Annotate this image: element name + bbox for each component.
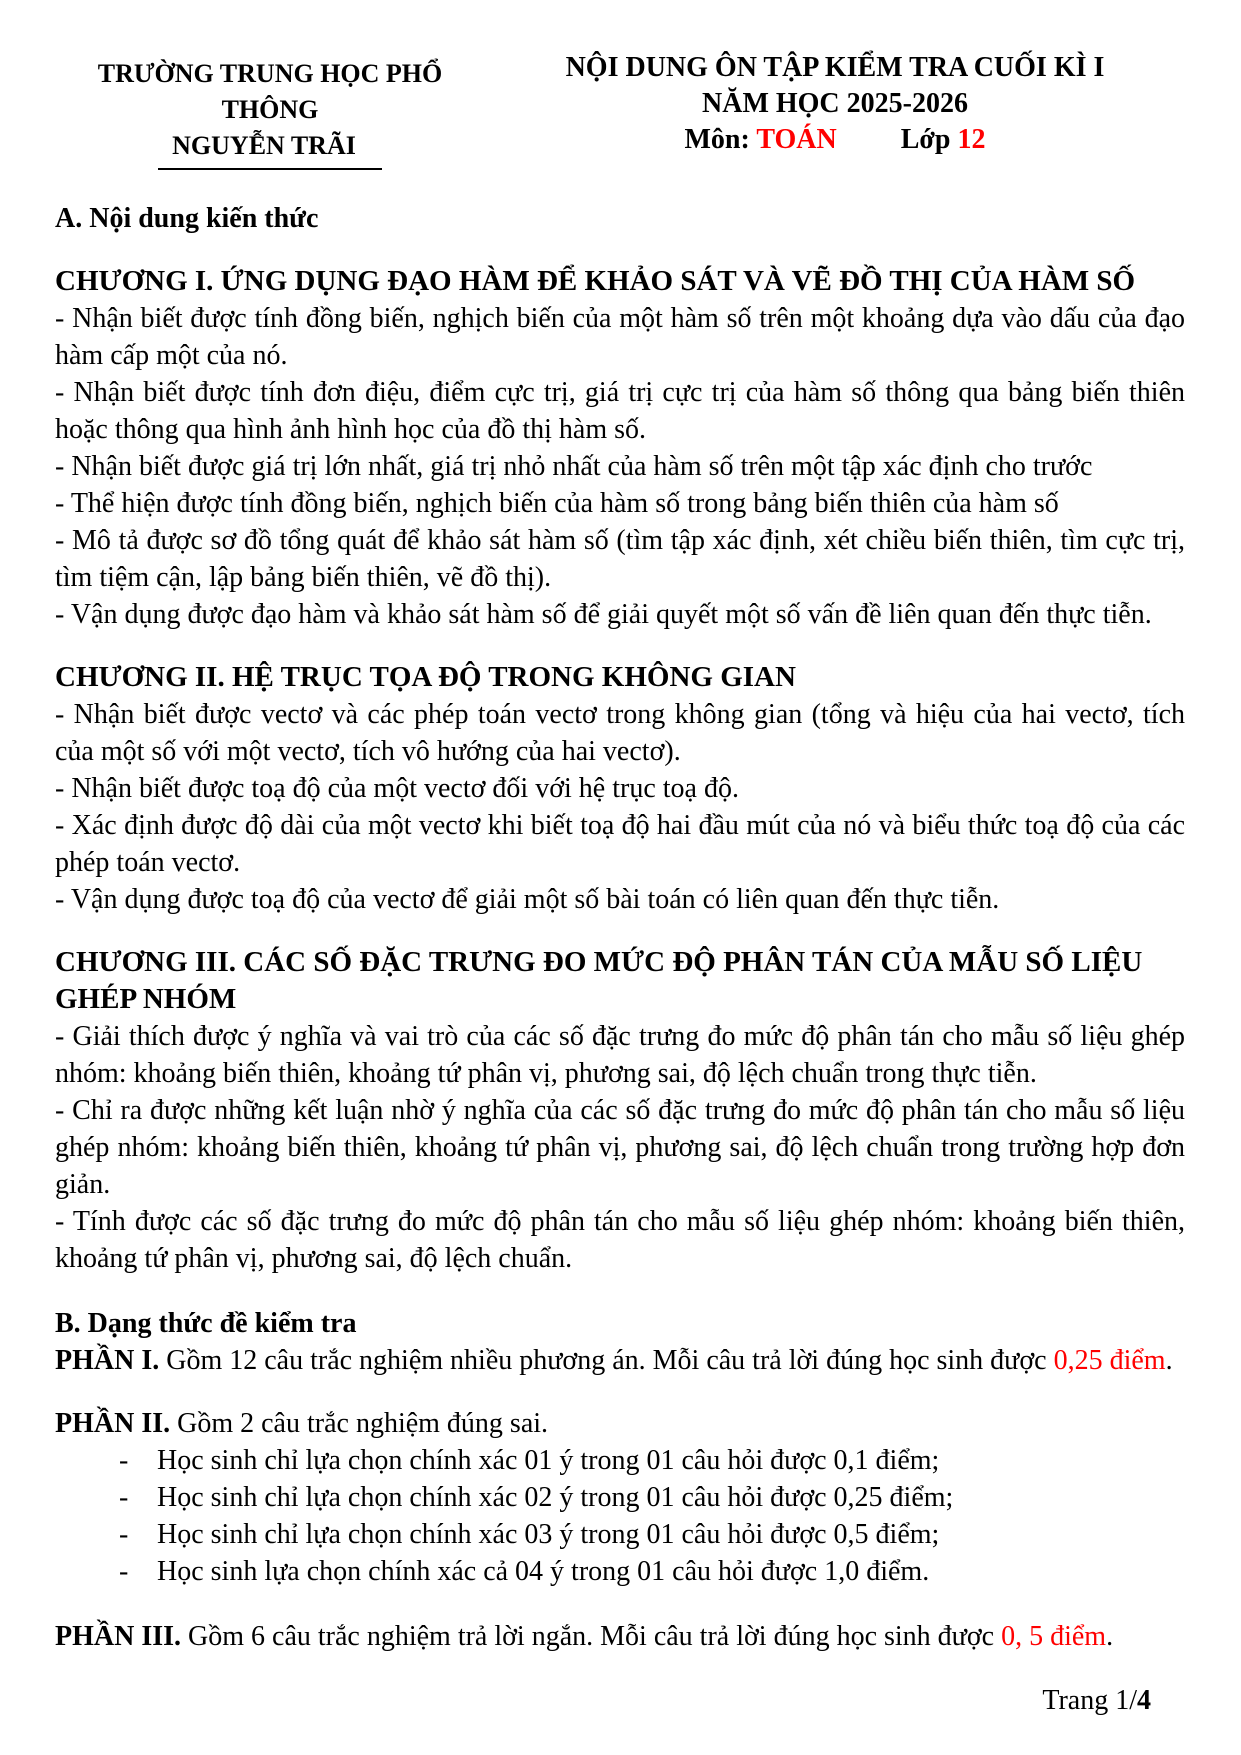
- list-dash-marker: -: [119, 1482, 129, 1513]
- exam-title-line1: NỘI DUNG ÔN TẬP KIỂM TRA CUỐI KÌ I: [565, 52, 1105, 83]
- part-2-list-item: [119, 1553, 1185, 1590]
- part-1-suffix: .: [1165, 1345, 1173, 1376]
- list-dash-marker: -: [119, 1519, 129, 1550]
- part-3-highlight: 0, 5 điểm: [1001, 1621, 1107, 1652]
- chapter-1-title: CHƯƠNG I. ỨNG DỤNG ĐẠO HÀM ĐỂ KHẢO SÁT VÀ VẼ ĐỒ THỊ CỦA HÀM SỐ: [55, 265, 1136, 297]
- part-1-label: PHẦN I.: [55, 1345, 160, 1376]
- exam-title-line2: NĂM HỌC 2025-2026: [702, 88, 968, 119]
- part-2-list-item: [119, 1516, 1185, 1553]
- chapter-2-point: - Xác định được độ dài của một vectơ khi biết toạ độ hai đầu mút của nó và biểu thức toạ độ của các phép toán vectơ.: [55, 810, 1185, 878]
- chapter-1-point: - Mô tả được sơ đồ tổng quát để khảo sát hàm số (tìm tập xác định, xét chiều biến thiên, tìm cực trị, tìm tiệm cận, lập bảng biến thiên, vẽ đồ thị).: [55, 525, 1185, 593]
- chapter-2-title: CHƯƠNG II. HỆ TRỤC TỌA ĐỘ TRONG KHÔNG GIAN: [55, 661, 796, 693]
- part-1-text: Gồm 12 câu trắc nghiệm nhiều phương án. Mỗi câu trả lời đúng học sinh được: [159, 1345, 1054, 1376]
- chapter-2-point: - Nhận biết được toạ độ của một vectơ đối với hệ trục toạ độ.: [55, 773, 739, 804]
- part-3-suffix: .: [1106, 1621, 1114, 1652]
- chapter-3-point: - Giải thích được ý nghĩa và vai trò của các số đặc trưng đo mức độ phân tán cho mẫu số liệu ghép nhóm: khoảng biến thiên, khoảng tứ phân vị, phương sai, độ lệch chuẩn trong thực tiễn.: [55, 1021, 1185, 1089]
- part-2-item-text: Học sinh lựa chọn chính xác cả 04 ý trong 01 câu hỏi được 1,0 điểm.: [157, 1556, 930, 1587]
- part-1-highlight: 0,25 điểm: [1053, 1345, 1166, 1376]
- chapter-1-point: - Vận dụng được đạo hàm và khảo sát hàm số để giải quyết một số vấn đề liên quan đến thực tiễn.: [55, 599, 1152, 630]
- section-a-heading: A. Nội dung kiến thức: [55, 203, 319, 234]
- school-block: [55, 50, 485, 170]
- chapter-1-point: - Nhận biết được giá trị lớn nhất, giá trị nhỏ nhất của hàm số trên một tập xác định cho trước: [55, 451, 1093, 482]
- part-2-paragraph: [55, 1405, 1185, 1442]
- part-2-item-text: Học sinh chỉ lựa chọn chính xác 02 ý trong 01 câu hỏi được 0,25 điểm;: [157, 1482, 954, 1513]
- page-number-total: 4: [1137, 1685, 1151, 1716]
- class-value: 12: [957, 124, 986, 155]
- class-label: Lớp: [900, 124, 951, 155]
- school-name-underlined: NGUYỄN TRÃI: [158, 128, 382, 170]
- chapter-2-point: - Nhận biết được vectơ và các phép toán vectơ trong không gian (tổng và hiệu của hai vectơ, tích của một số với một vectơ, tích vô hướng của hai vectơ).: [55, 699, 1185, 767]
- subject-class-line: [485, 122, 1185, 158]
- part-1-paragraph: [55, 1342, 1185, 1379]
- part-2-text: Gồm 2 câu trắc nghiệm đúng sai.: [170, 1408, 549, 1439]
- list-dash-marker: -: [119, 1556, 129, 1587]
- part-2-list-item: [119, 1442, 1185, 1479]
- exam-title-block: [485, 50, 1185, 158]
- part-2-item-text: Học sinh chỉ lựa chọn chính xác 03 ý trong 01 câu hỏi được 0,5 điểm;: [157, 1519, 940, 1550]
- part-3-text: Gồm 6 câu trắc nghiệm trả lời ngắn. Mỗi câu trả lời đúng học sinh được: [181, 1621, 1002, 1652]
- school-name-line2: [55, 128, 485, 170]
- chapter-1-point: - Thể hiện được tính đồng biến, nghịch biến của hàm số trong bảng biến thiên của hàm số: [55, 488, 1059, 519]
- part-2-list-item: [119, 1479, 1185, 1516]
- chapter-1-point: - Nhận biết được tính đồng biến, nghịch biến của một hàm số trên một khoảng dựa vào dấu của đạo hàm cấp một của nó.: [55, 303, 1185, 371]
- document-header: [55, 50, 1185, 170]
- page-number: [1042, 1682, 1151, 1719]
- list-dash-marker: -: [119, 1445, 129, 1476]
- chapter-3-point: - Tính được các số đặc trưng đo mức độ phân tán cho mẫu số liệu ghép nhóm: khoảng biến thiên, khoảng tứ phân vị, phương sai, độ lệch chuẩn.: [55, 1206, 1185, 1274]
- part-3-paragraph: [55, 1618, 1185, 1655]
- part-2-item-text: Học sinh chỉ lựa chọn chính xác 01 ý trong 01 câu hỏi được 0,1 điểm;: [157, 1445, 940, 1476]
- part-2-label: PHẦN II.: [55, 1408, 171, 1439]
- school-name-line1: TRƯỜNG TRUNG HỌC PHỔ THÔNG: [97, 59, 443, 124]
- subject-label: Môn:: [684, 124, 750, 155]
- section-b-heading: B. Dạng thức đề kiểm tra: [55, 1308, 357, 1339]
- chapter-3-point: - Chỉ ra được những kết luận nhờ ý nghĩa của các số đặc trưng đo mức độ phân tán cho mẫu số liệu ghép nhóm: khoảng biến thiên, khoảng tứ phân vị, phương sai, độ lệch chuẩn trong trường hợp đơn giản.: [55, 1095, 1185, 1200]
- page-number-label: Trang 1/: [1042, 1685, 1137, 1716]
- chapter-1-point: - Nhận biết được tính đơn điệu, điểm cực trị, giá trị cực trị của hàm số thông qua bảng biến thiên hoặc thông qua hình ảnh hình học của đồ thị hàm số.: [55, 377, 1185, 445]
- chapter-3-title: CHƯƠNG III. CÁC SỐ ĐẶC TRƯNG ĐO MỨC ĐỘ PHÂN TÁN CỦA MẪU SỐ LIỆU GHÉP NHÓM: [55, 946, 1143, 1015]
- subject-value: TOÁN: [756, 124, 837, 155]
- part-3-label: PHẦN III.: [55, 1621, 182, 1652]
- chapter-2-point: - Vận dụng được toạ độ của vectơ để giải một số bài toán có liên quan đến thực tiễn.: [55, 884, 1000, 915]
